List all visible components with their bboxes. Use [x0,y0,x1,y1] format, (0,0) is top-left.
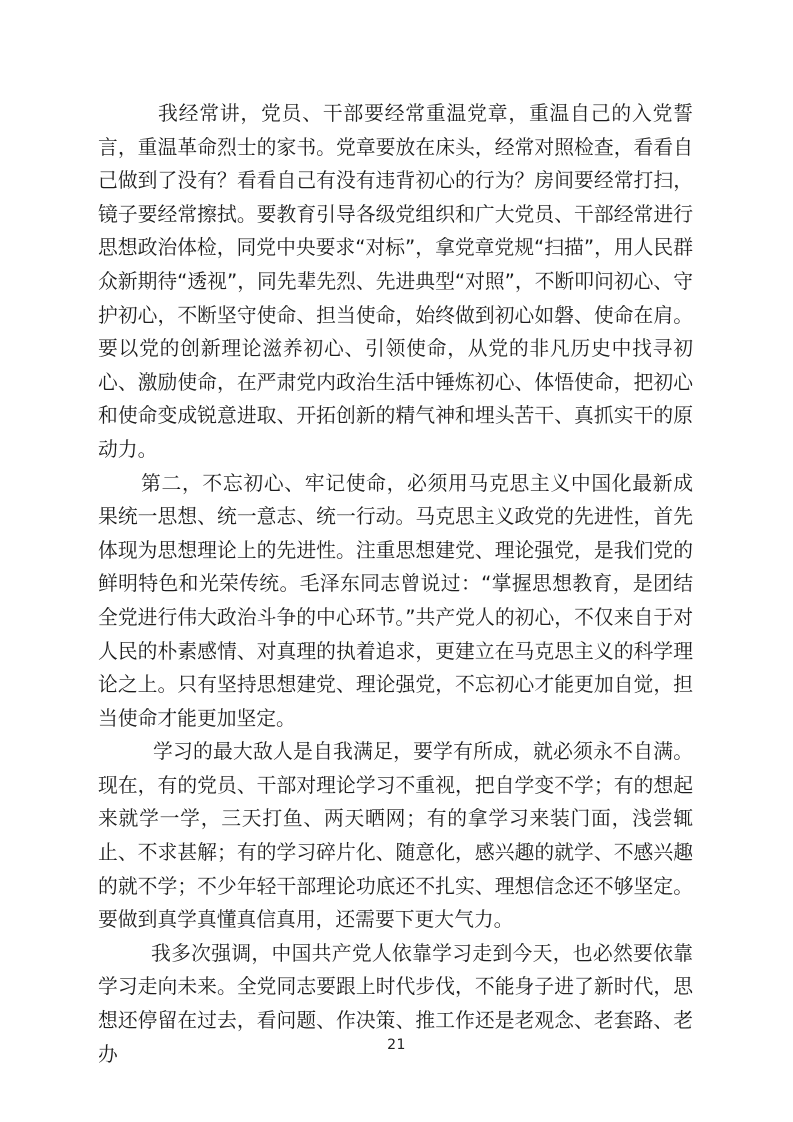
paragraph-2: 第二，不忘初心、牢记使命，必须用马克思主义中国化最新成果统一思想、统一意志、统一行动。马克思主义政党的先进性，首先体现为思想理论上的先进性。注重思想建党、理论强党，是我们党的鲜明特色和光荣传统。毛泽东同志曾说过：“掌握思想教育，是团结全党进行伟大政治斗争的中心环节。”共产党人的初心，不仅来自于对人民的朴素感情、对真理的执着追求，更建立在马克思主义的科学理论之上。只有坚持思想建党、理论强党，不忘初心才能更加自觉，担当使命才能更加坚定。 [98,471,693,730]
paragraph-1: 我经常讲，党员、干部要经常重温党章，重温自己的入党誓言，重温革命烈士的家书。党章要放在床头，经常对照检查，看看自己做到了没有？看看自己有没有违背初心的行为？房间要经常打扫，镜子要经常擦拭。要教育引导各级党组织和广大党员、干部经常进行思想政治体检，同党中央要求“对标”，拿党章党规“扫描”，用人民群众新期待“透视”，同先辈先烈、先进典型“对照”，不断叩问初心、守护初心，不断坚守使命、担当使命，始终做到初心如磐、使命在肩。要以党的创新理论滋养初心、引领使命，从党的非凡历史中找寻初心、激励使命，在严肃党内政治生活中锤炼初心、体悟使命，把初心和使命变成锐意进取、开拓创新的精气神和埋头苦干、真抓实干的原动力。 [98,102,693,461]
paragraph-3: 学习的最大敌人是自我满足，要学有所成，就必须永不自满。现在，有的党员、干部对理论学习不重视，把自学变不学；有的想起来就学一学，三天打鱼、两天晒网；有的拿学习来装门面，浅尝辄止、不求甚解；有的学习碎片化、随意化，感兴趣的就学、不感兴趣的就不学；不少年轻干部理论功底还不扎实、理想信念还不够坚定。要做到真学真懂真信真用，还需要下更大气力。 [98,740,693,932]
page-number: 21 [387,1037,406,1053]
paragraph-4: 我多次强调，中国共产党人依靠学习走到今天，也必然要依靠学习走向未来。全党同志要跟上时代步伐，不能身子进了新时代，思想还停留在过去，看问题、作决策、推工作还是老观念、老套路、老办 [98,941,693,1066]
text-block [98,97,693,1071]
